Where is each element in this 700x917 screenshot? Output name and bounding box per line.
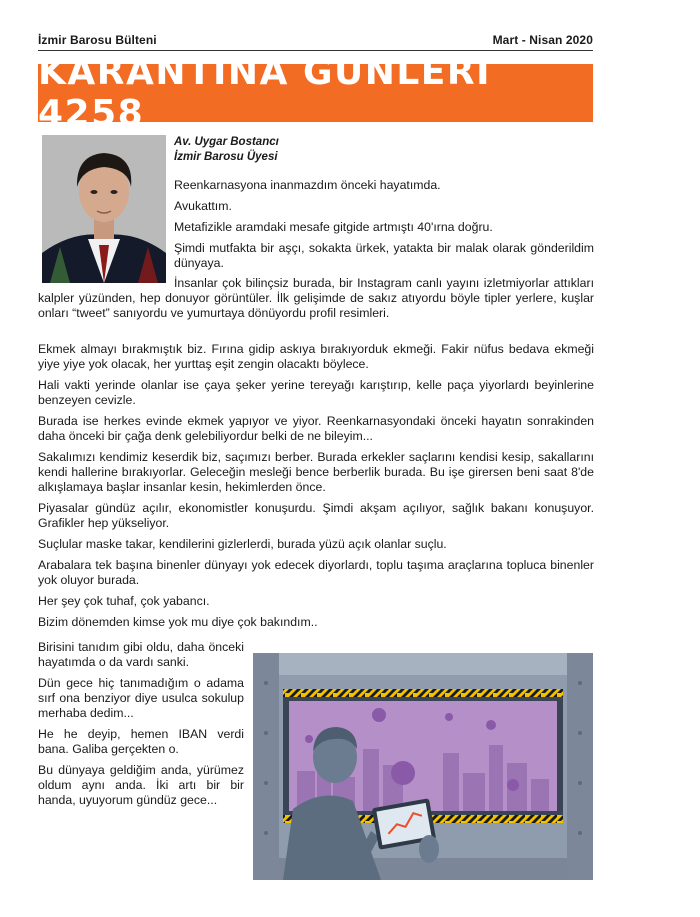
paragraph: Metafizikle aramdaki mesafe gitgide artmıştı 40'ırna doğru. <box>174 220 493 234</box>
main-paragraphs <box>38 342 594 636</box>
paragraph: Sakalımızı kendimiz keserdik biz, saçımızı berber. Burada erkekler saçlarını kendisi kesip, sakallarını kendi hallerine bırakıyorlar. Geleceğin mesleği bence berberlik burada. Bu işe girersen beni saat 8'de alkışlamaya başlar insanlar kesin, hekimlerden önce. <box>38 450 594 494</box>
publication-name: İzmir Barosu Bülteni <box>38 33 157 47</box>
paragraph: Ekmek almayı bırakmıştık biz. Fırına gidip askıya bırakıyorduk ekmeği. Fakir nüfus bedava ekmeği yiye yiye yok olacak, her yurttaş eşit zengin olacaktı böylece. <box>38 342 594 371</box>
paragraph: Hali vakti yerinde olanlar ise çaya şeker yerine tereyağı karıştırıp, kelle paça yiyorlardı beyinlerine benzeyen cevizle. <box>38 378 594 407</box>
intro-paragraphs <box>174 178 594 277</box>
article-title: KARANTİNA GÜNLERİ 4258 <box>38 52 491 134</box>
issue-date: Mart - Nisan 2020 <box>492 33 593 47</box>
paragraph: Suçlular maske takar, kendilerini gizlerlerdi, burada yüzü açık olanlar suçlu. <box>38 537 447 551</box>
paragraph: Dün gece hiç tanımadığım o adama sırf ona benziyor diye usulca sokulup merhaba dedim... <box>38 676 244 720</box>
author-portrait <box>42 135 166 283</box>
paragraph: Piyasalar gündüz açılır, ekonomistler konuşurdu. Şimdi akşam açılıyor, sağlık bakanı konuşuyor. Grafikler hep yükseliyor. <box>38 501 594 530</box>
paragraph: Bizim dönemden kimse yok mu diye çok bakındım.. <box>38 615 318 629</box>
quarantine-illustration <box>253 653 593 880</box>
paragraph: Bu dünyaya geldiğim anda, yürümez oldum aynı anda. İki artı bir bir handa, uyuyorum gündüz gece... <box>38 763 244 807</box>
paragraph: He he deyip, hemen IBAN verdi bana. Galiba gerçekten o. <box>38 727 244 756</box>
paragraph: Reenkarnasyona inanmazdım önceki hayatımda. <box>174 178 441 192</box>
article-title-banner <box>38 52 593 134</box>
wrap-paragraph: İnsanlar çok bilinçsiz burada, bir Instagram canlı yayını izletmiyorlar attıkları kalpler yüzünden, hep donuyor görüntüler. İlk gelişimde de sakız atıyordu böyle tipler yerlere, kuşlar onları “tweet” sanıyordu ve yumurtaya dönüyordu profil resimleri. <box>38 276 594 320</box>
paragraph: Burada ise herkes evinde ekmek yapıyor ve yiyor. Reenkarnasyondaki önceki hayatın sonrakinden daha önceki bir çağa denk gelebiliyordur belki de ne bileyim... <box>38 414 594 443</box>
paragraph: Arabalara tek başına binenler dünyayı yok edecek diyorlardı, toplu taşıma araçlarına topluca binenler yok oluyor burada. <box>38 558 594 587</box>
paragraph: Avukattım. <box>174 199 232 213</box>
paragraph: Her şey çok tuhaf, çok yabancı. <box>38 594 210 608</box>
running-header <box>38 33 593 51</box>
side-paragraphs <box>38 640 244 814</box>
paragraph: Birisini tanıdım gibi oldu, daha önceki hayatımda o da vardı sanki. <box>38 640 244 669</box>
paragraph: Şimdi mutfakta bir aşçı, sokakta ürkek, yatakta bir malak olarak gönderildim dünyaya. <box>174 241 594 270</box>
author-role: İzmir Barosu Üyesi <box>174 151 278 163</box>
author-byline <box>174 135 279 165</box>
author-name: Av. Uygar Bostancı <box>174 136 279 148</box>
